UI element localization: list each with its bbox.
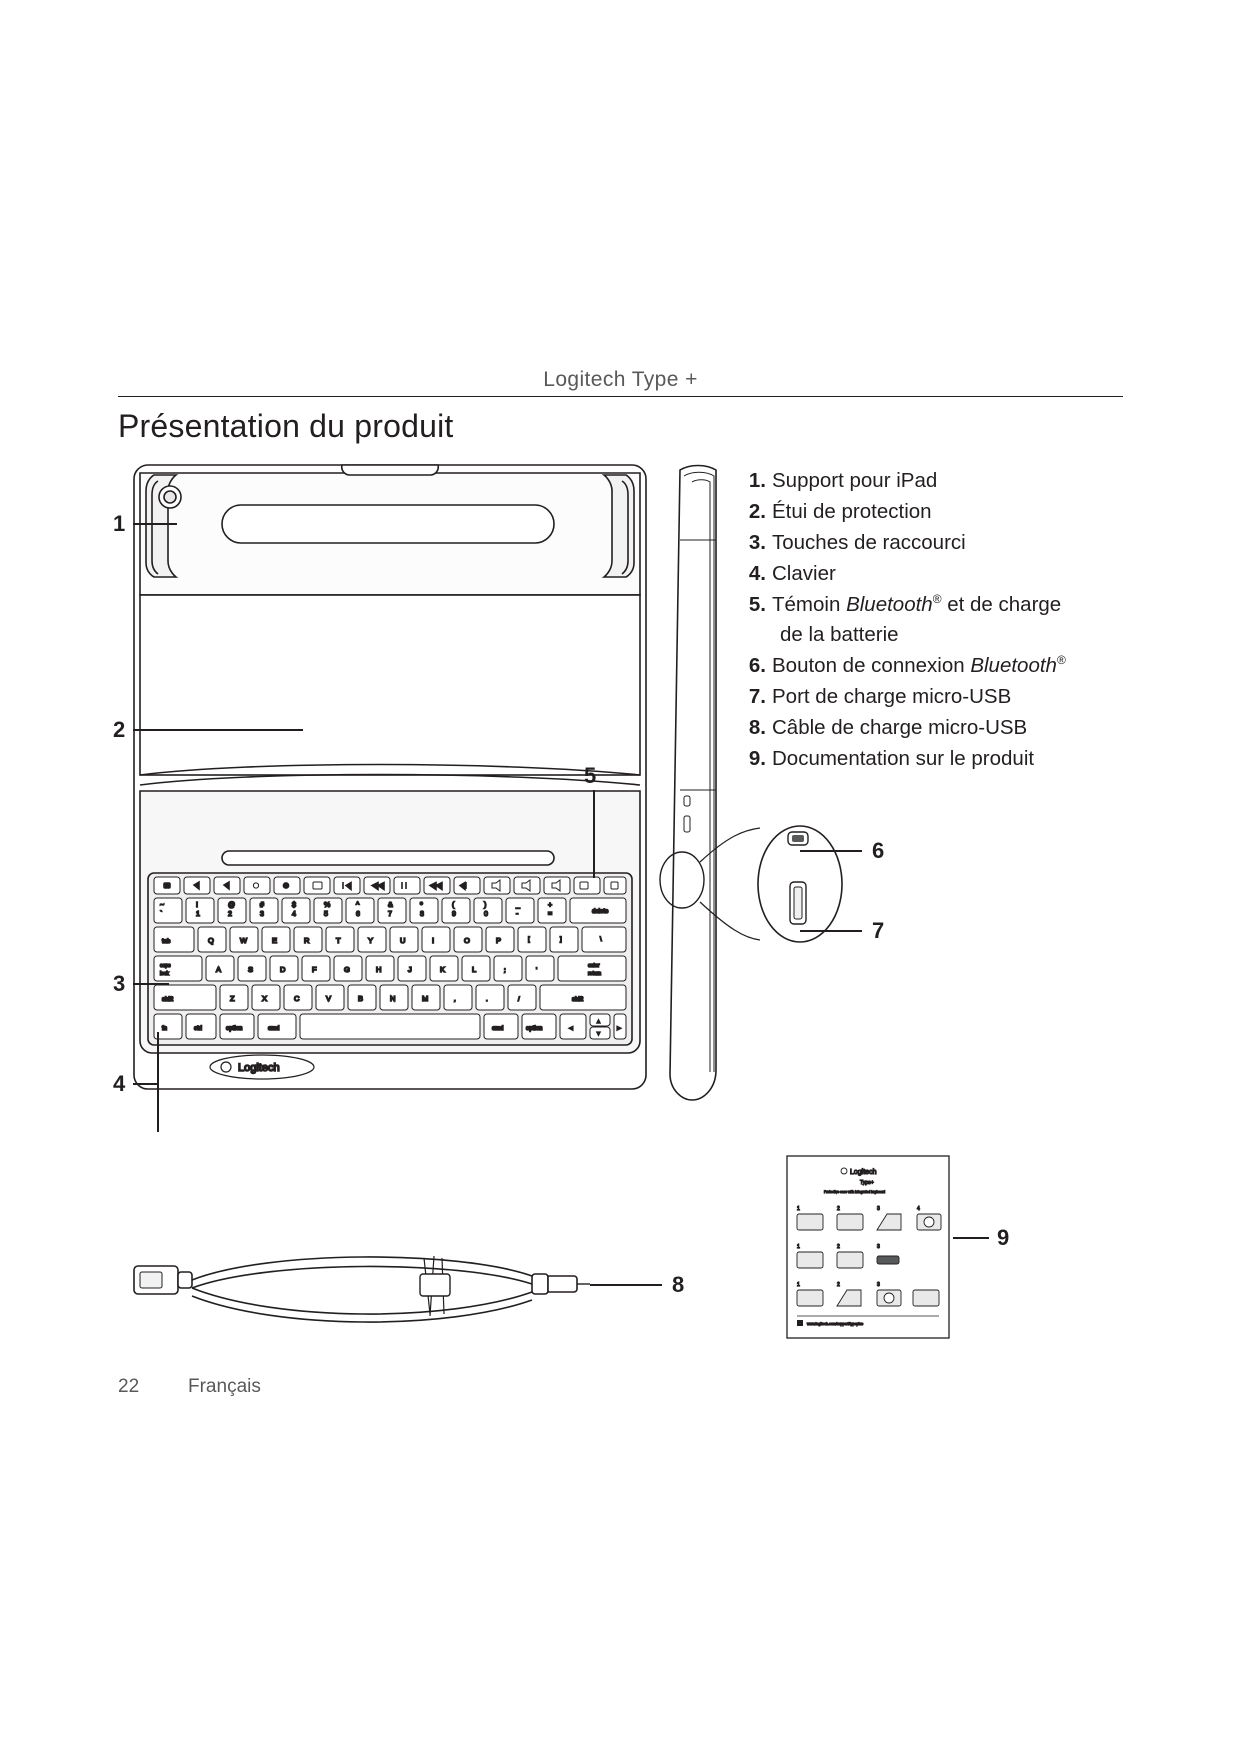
svg-text:V: V (326, 994, 332, 1003)
svg-text:Type+: Type+ (860, 1180, 874, 1186)
svg-text:): ) (484, 902, 487, 909)
device-side-view-illustration (662, 460, 732, 1120)
svg-text:Y: Y (368, 936, 374, 945)
legend-number-9: 9. (748, 746, 766, 770)
svg-text:Logitech: Logitech (238, 1062, 280, 1074)
legend-label-6-pre: Bouton de connexion (772, 653, 971, 677)
callout-7: 7 (872, 918, 885, 943)
legend-item-2 (742, 497, 1142, 526)
svg-text:shift: shift (162, 997, 174, 1003)
svg-text:3: 3 (877, 1206, 880, 1212)
svg-text:Logitech: Logitech (850, 1169, 877, 1176)
svg-text:C: C (294, 994, 300, 1003)
svg-text:9: 9 (452, 911, 456, 918)
svg-text:Protective case with integrate: Protective case with integrated keyboard (824, 1190, 886, 1194)
legend-label-6-italic: Bluetooth (970, 653, 1057, 677)
leader-line-8 (590, 1284, 662, 1286)
legend-item-3 (742, 528, 1142, 557)
footer-language: Français (188, 1376, 261, 1397)
legend-number-8: 8. (748, 715, 766, 739)
svg-text:=: = (548, 911, 553, 918)
legend-item-8 (742, 713, 1142, 742)
legend-number-5: 5. (748, 593, 766, 617)
svg-text:7: 7 (388, 911, 392, 918)
svg-text:Z: Z (230, 994, 235, 1003)
svg-text:K: K (440, 965, 446, 974)
svg-text:M: M (422, 994, 429, 1003)
leader-line-9 (953, 1237, 989, 1239)
svg-text:shift: shift (572, 997, 584, 1003)
svg-text:@: @ (228, 902, 236, 909)
page-title: Présentation du produit (118, 408, 454, 444)
legend-item-6 (742, 651, 1142, 680)
callout-4: 4 (113, 1071, 126, 1096)
svg-text:cmd: cmd (492, 1026, 504, 1032)
svg-text:3: 3 (260, 911, 264, 918)
legend-label-7: Port de charge micro-USB (772, 684, 1012, 708)
callout-8: 8 (672, 1272, 685, 1297)
legend-label-5-pre: Témoin (772, 593, 847, 617)
svg-text:$: $ (292, 902, 296, 909)
svg-text:4: 4 (292, 911, 296, 918)
legend-label-9: Documentation sur le produit (772, 746, 1035, 770)
svg-text:`: ` (160, 911, 163, 918)
svg-text:!: ! (196, 902, 198, 909)
svg-text:[: [ (528, 937, 530, 943)
svg-text:H: H (376, 965, 382, 974)
parts-legend-list (742, 466, 1142, 775)
svg-text:option: option (526, 1026, 543, 1032)
svg-text:_: _ (516, 902, 520, 909)
legend-label-5 (772, 593, 1142, 648)
legend-item-1 (742, 466, 1142, 495)
svg-text:*: * (420, 902, 423, 909)
svg-text:3: 3 (877, 1244, 880, 1250)
legend-item-4 (742, 559, 1142, 588)
header-divider (118, 396, 1123, 397)
legend-number-7: 7. (748, 684, 766, 708)
legend-label-3: Touches de raccourci (772, 531, 966, 555)
svg-text:+: + (548, 902, 553, 909)
svg-text:A: A (216, 965, 222, 974)
callout-3: 3 (113, 971, 126, 996)
svg-text:cmd: cmd (268, 1026, 280, 1032)
legend-label-8: Câble de charge micro-USB (772, 715, 1028, 739)
svg-text:0: 0 (484, 911, 488, 918)
svg-text:5: 5 (324, 911, 328, 918)
svg-text:X: X (262, 994, 268, 1003)
legend-number-2: 2. (748, 500, 766, 524)
footer-page-number: 22 (118, 1376, 140, 1397)
leader-bracket-4 (157, 1032, 159, 1132)
svg-text:P: P (496, 936, 502, 945)
svg-text:6: 6 (356, 911, 360, 918)
svg-text:delete: delete (592, 909, 609, 915)
legend-label-4: Clavier (772, 562, 836, 586)
legend-label-2: Étui de protection (772, 500, 932, 524)
svg-text:2: 2 (837, 1206, 840, 1212)
svg-text:U: U (400, 936, 406, 945)
svg-text:4: 4 (917, 1206, 920, 1212)
svg-text:L: L (472, 965, 477, 974)
legend-number-3: 3. (748, 531, 766, 555)
legend-label-5-italic: Bluetooth (846, 593, 933, 617)
legend-label-5-post: et de charge (941, 593, 1062, 617)
svg-text:G: G (344, 965, 350, 974)
svg-text:-: - (516, 911, 519, 918)
svg-text:^: ^ (356, 902, 360, 909)
svg-text:\: \ (600, 937, 602, 943)
svg-text:O: O (464, 936, 470, 945)
svg-text:3: 3 (877, 1282, 880, 1288)
svg-text:N: N (390, 994, 396, 1003)
callout-9: 9 (997, 1225, 1010, 1250)
callout-2: 2 (113, 717, 126, 742)
svg-text:B: B (358, 994, 364, 1003)
svg-text:]: ] (560, 937, 562, 943)
svg-text:#: # (260, 902, 264, 909)
svg-text:▲: ▲ (596, 1019, 601, 1025)
svg-text:1: 1 (797, 1282, 800, 1288)
svg-text:1: 1 (797, 1206, 800, 1212)
svg-text:(: ( (452, 902, 455, 909)
svg-text:;: ; (504, 968, 506, 974)
leader-line-6 (800, 850, 862, 852)
svg-text:8: 8 (420, 911, 424, 918)
svg-text:1: 1 (196, 911, 200, 918)
legend-label-1: Support pour iPad (772, 469, 938, 492)
legend-item-9 (742, 744, 1142, 773)
legend-number-6: 6. (748, 653, 766, 677)
svg-text:fn: fn (162, 1026, 168, 1032)
legend-item-5 (742, 590, 1142, 648)
svg-text:,: , (454, 997, 456, 1003)
callout-5: 5 (584, 763, 597, 788)
svg-text:I: I (432, 936, 435, 945)
legend-label-5-sup: ® (932, 592, 942, 607)
port-detail-callout-illustration (648, 810, 878, 960)
svg-text:enter: enter (588, 963, 600, 969)
svg-text:T: T (336, 936, 341, 945)
svg-text:%: % (324, 902, 331, 909)
svg-text:▼: ▼ (596, 1031, 601, 1037)
svg-text:www.logitech.com/support/typep: www.logitech.com/support/typeplus (807, 1322, 864, 1326)
running-header: Logitech Type + (543, 368, 698, 391)
legend-label-5-line2: de la batterie (780, 622, 899, 646)
svg-text:◄: ◄ (568, 1026, 574, 1032)
svg-text:2: 2 (837, 1282, 840, 1288)
callout-6: 6 (872, 838, 885, 863)
svg-text:S: S (248, 965, 254, 974)
svg-text:Q: Q (208, 936, 214, 945)
svg-text:E: E (272, 936, 278, 945)
svg-text:tab: tab (162, 939, 171, 945)
legend-item-7 (742, 682, 1142, 711)
callout-1: 1 (113, 511, 126, 536)
documentation-card-illustration (783, 1152, 953, 1342)
leader-line-5 (593, 790, 595, 878)
usb-cable-illustration (128, 1248, 648, 1328)
legend-number-1: 1. (748, 469, 766, 492)
svg-text:J: J (408, 965, 412, 974)
svg-text:W: W (240, 936, 248, 945)
leader-line-1 (133, 523, 177, 525)
svg-text:►: ► (616, 1026, 622, 1032)
svg-text:&: & (388, 902, 393, 909)
svg-text:2: 2 (837, 1244, 840, 1250)
svg-text:~: ~ (160, 902, 165, 909)
svg-text:R: R (304, 936, 310, 945)
svg-text:1: 1 (797, 1244, 800, 1250)
leader-line-3 (133, 983, 169, 985)
svg-text:': ' (536, 968, 538, 974)
leader-line-4 (133, 1083, 159, 1085)
svg-text:/: / (518, 997, 520, 1003)
svg-text:caps: caps (160, 963, 171, 969)
svg-text:.: . (486, 997, 488, 1003)
leader-line-7 (800, 930, 862, 932)
svg-text:ctrl: ctrl (194, 1026, 202, 1032)
legend-number-4: 4. (748, 562, 766, 586)
svg-text:return: return (588, 971, 602, 977)
svg-text:2: 2 (228, 911, 232, 918)
svg-text:F: F (312, 965, 317, 974)
legend-label-6 (772, 654, 1066, 677)
svg-text:option: option (226, 1026, 243, 1032)
svg-text:lock: lock (160, 971, 169, 977)
svg-text:D: D (280, 965, 286, 974)
leader-line-2 (133, 729, 303, 731)
legend-label-6-sup: ® (1056, 652, 1066, 667)
